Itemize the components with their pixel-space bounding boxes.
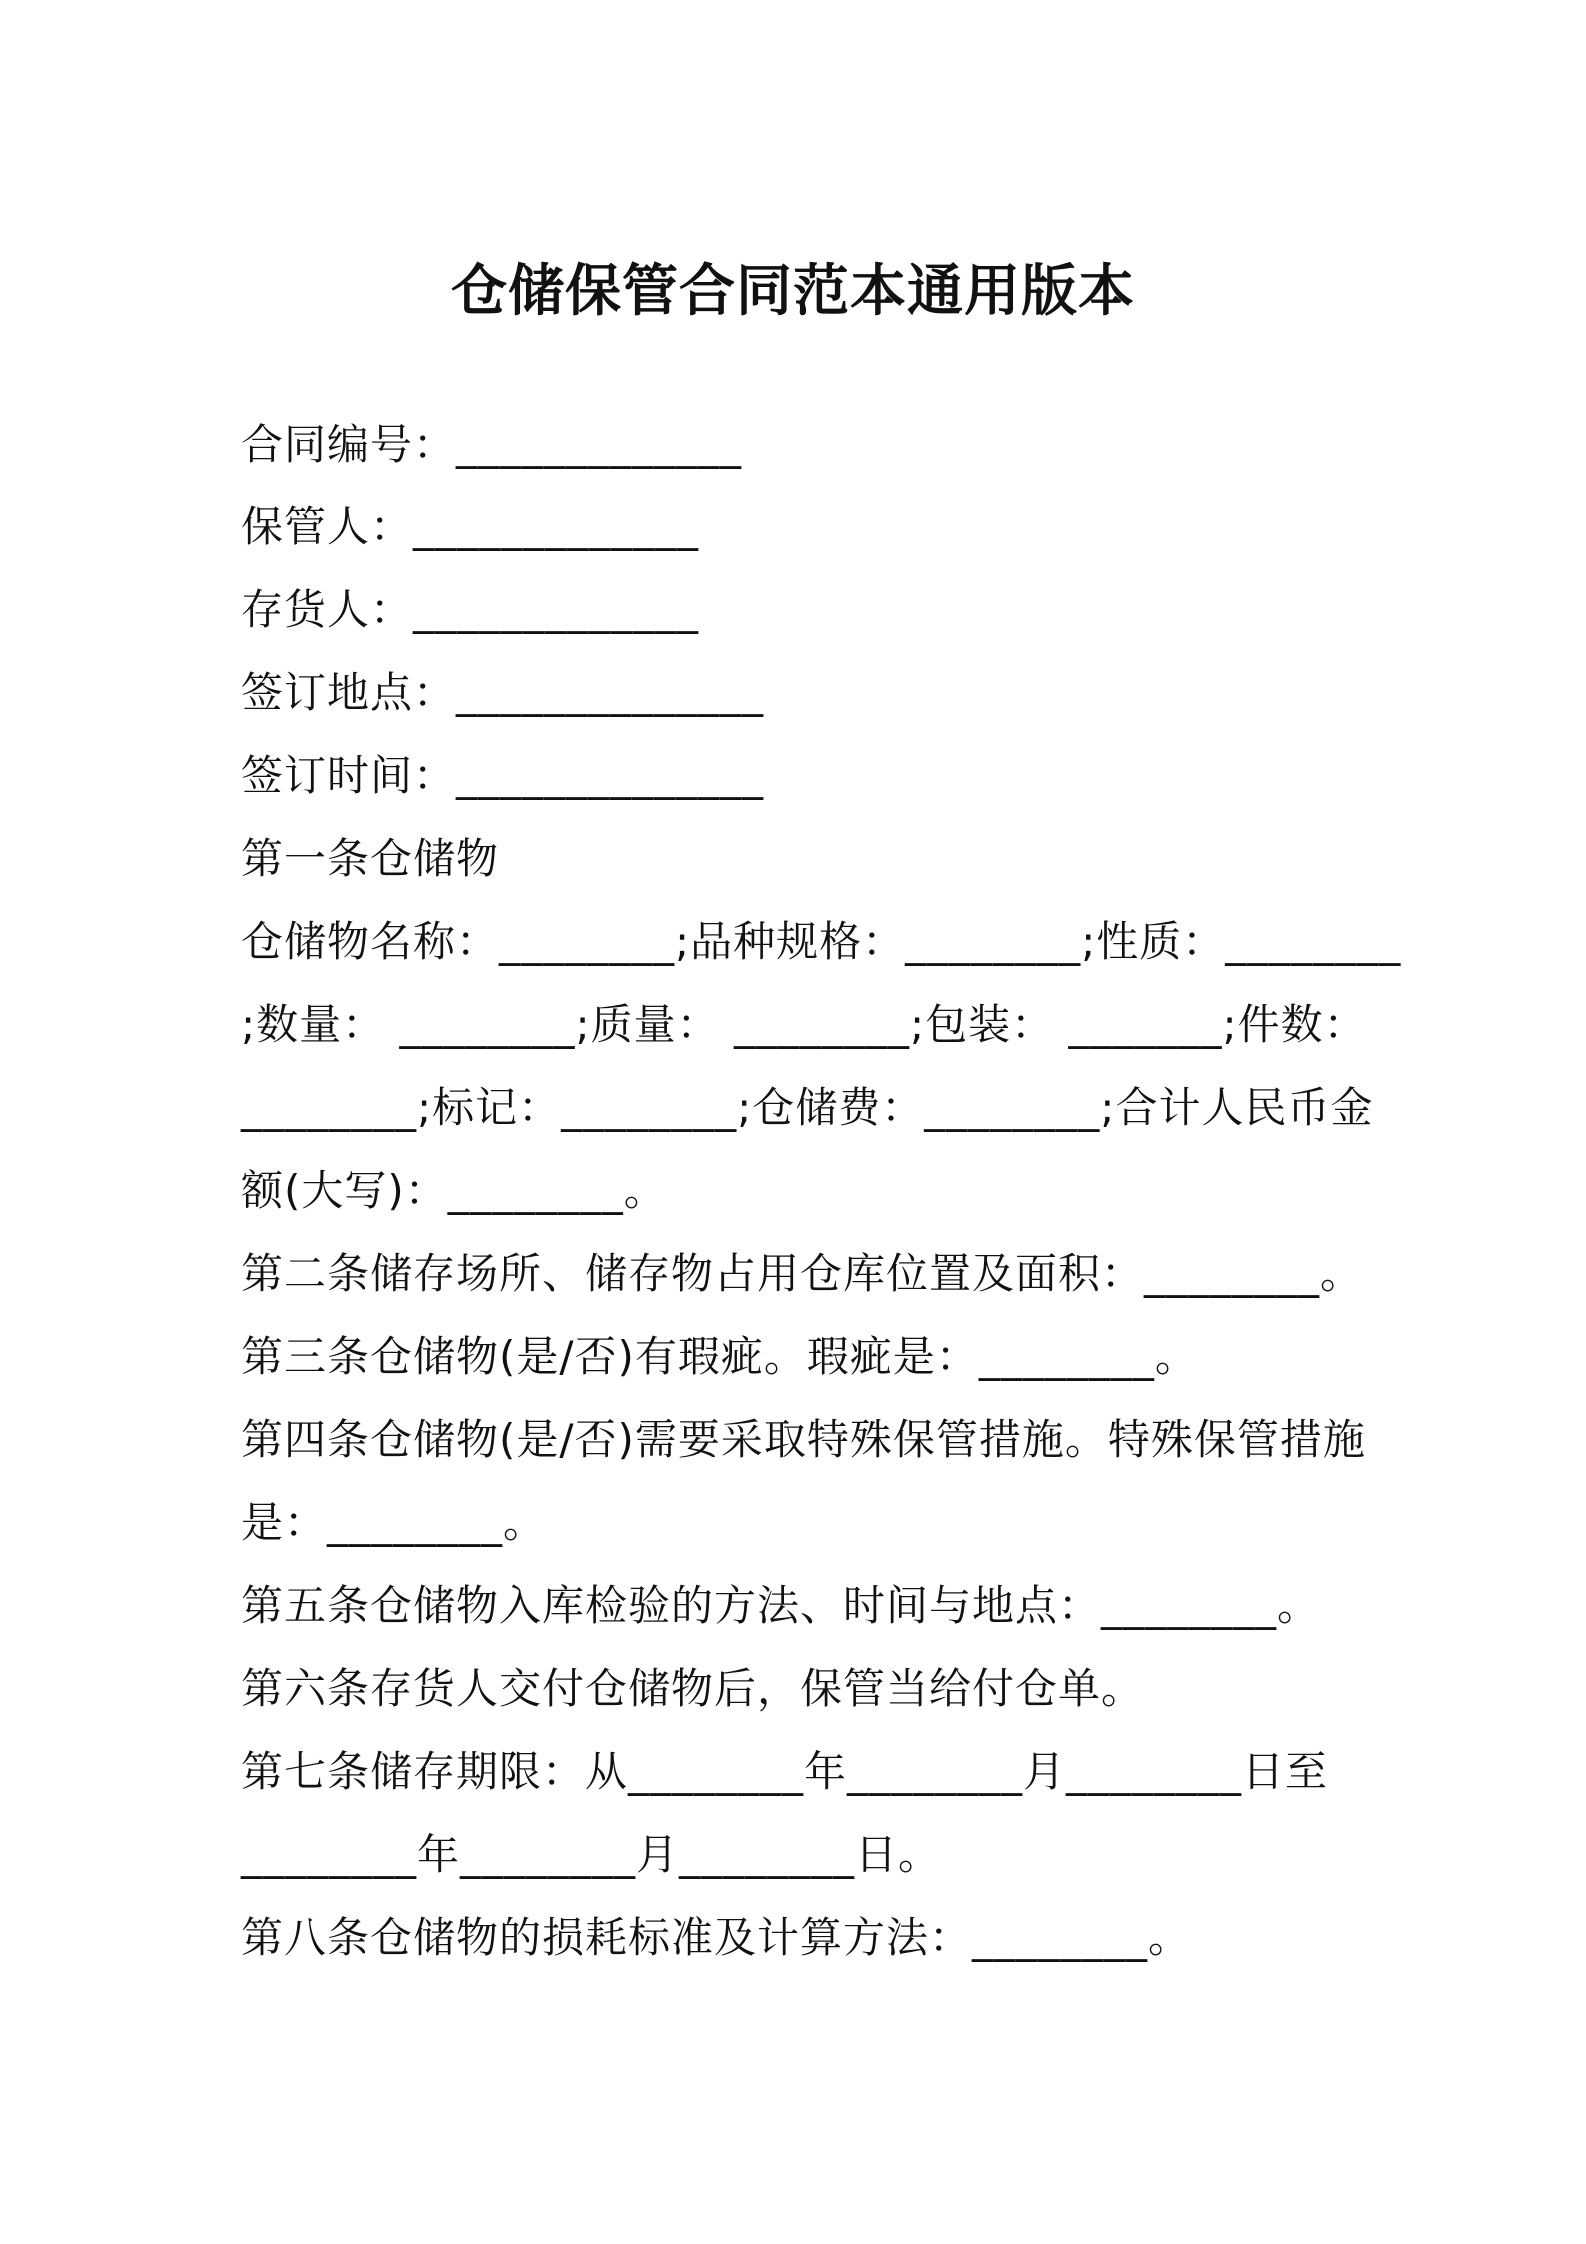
article-1-line-2: ;数量： ________;质量： ________;包装： _______;件数： — [241, 1000, 1367, 1049]
article-5-line: 第五条仓储物入库检验的方法、时间与地点：________。 — [241, 1581, 1321, 1630]
depositor-line: 存货人：_____________ — [241, 585, 700, 634]
signing-time-line: 签订时间：______________ — [241, 751, 765, 800]
article-6-line: 第六条存货人交付仓储物后，保管当给付仓单。 — [241, 1664, 1145, 1713]
article-1-line-1: 仓储物名称：________;品种规格：________;性质：________ — [241, 917, 1402, 966]
article-7-line-2: ________年________月________日。 — [241, 1830, 942, 1879]
article-3-line: 第三条仓储物(是/否)有瑕疵。瑕疵是：________。 — [241, 1332, 1198, 1381]
article-1-heading: 第一条仓储物 — [241, 834, 500, 883]
custodian-line: 保管人：_____________ — [241, 502, 700, 551]
signing-place-line: 签订地点：______________ — [241, 668, 765, 717]
article-1-line-3: ________;标记：________;仓储费：________;合计人民币金 — [241, 1083, 1374, 1132]
article-1-line-4: 额(大写)：________。 — [241, 1166, 667, 1215]
document-title: 仓储保管合同范本通用版本 — [451, 259, 1135, 324]
contract-number-line: 合同编号：_____________ — [241, 420, 743, 469]
article-4-line-1: 第四条仓储物(是/否)需要采取特殊保管措施。特殊保管措施 — [241, 1415, 1366, 1464]
article-8-line: 第八条仓储物的损耗标准及计算方法：________。 — [241, 1913, 1192, 1962]
article-2-line: 第二条储存场所、储存物占用仓库位置及面积：________。 — [241, 1249, 1364, 1298]
article-4-line-2: 是：________。 — [241, 1498, 547, 1547]
article-7-line-1: 第七条储存期限：从________年________月________日至 — [241, 1747, 1329, 1796]
